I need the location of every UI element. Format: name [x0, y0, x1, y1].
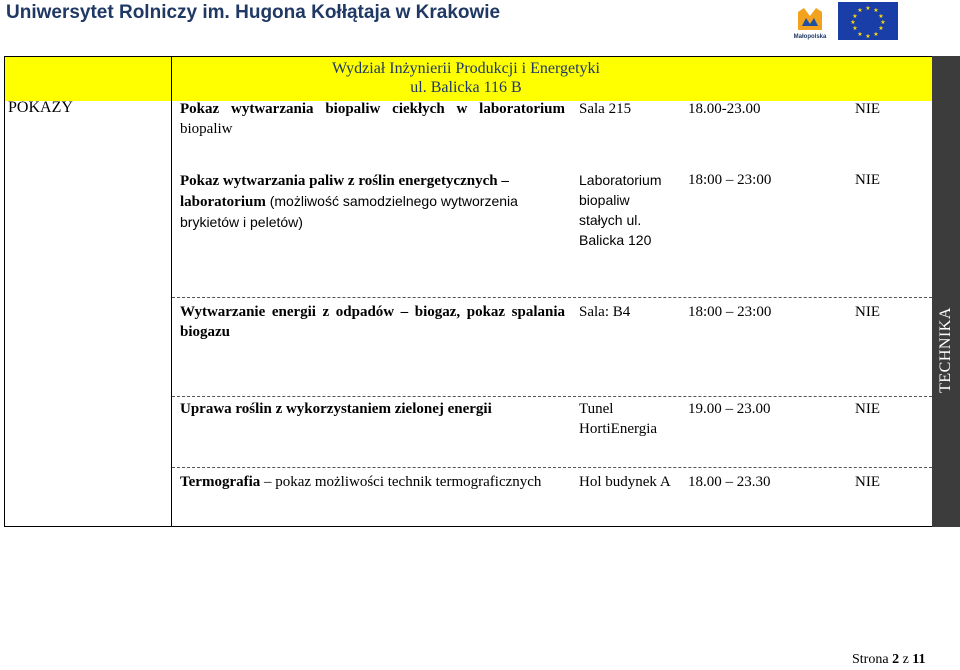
event-title: Pokaz wytwarzania biopaliw ciekłych w laboratorium	[180, 101, 565, 117]
category-column-separator	[171, 56, 172, 527]
row-divider	[172, 396, 932, 397]
table-row-reservation: NIE	[855, 401, 880, 417]
table-border-bottom	[4, 526, 932, 527]
table-row-time: 18:00 – 23:00	[688, 304, 772, 320]
table-row-place: Laboratorium biopaliw stałych ul. Balicka 120	[579, 172, 662, 248]
event-title: Pokaz wytwarzania paliw z roślin energetycznych –	[180, 173, 509, 189]
table-row-event: Wytwarzanie energii z odpadów – biogaz, pokaz spalania biogazu	[180, 304, 565, 340]
table-row-place: Sala 215	[579, 101, 632, 117]
table-row-reservation: NIE	[855, 101, 880, 117]
event-title-continued: laboratorium	[180, 194, 266, 210]
table-row-time: 18.00-23.00	[688, 101, 761, 117]
table-border-left	[4, 56, 5, 527]
row-divider	[172, 467, 932, 468]
department-header	[186, 59, 746, 97]
table-row-reservation: NIE	[855, 304, 880, 320]
footer-page-total: 11	[912, 652, 926, 667]
event-description: – pokaz możliwości technik termograficznych	[264, 474, 542, 490]
svg-text:★: ★	[865, 33, 871, 40]
footer-of: z	[902, 652, 909, 667]
table-border-top	[4, 56, 932, 57]
category-label: POKAZY	[8, 99, 73, 116]
svg-text:★: ★	[857, 7, 863, 14]
side-category-bar	[932, 56, 960, 527]
table-row-event	[180, 170, 565, 232]
svg-text:★: ★	[873, 7, 879, 14]
event-title: Termografia	[180, 474, 261, 490]
malopolska-logo-text: Małopolska	[793, 34, 827, 40]
table-row-event	[180, 472, 565, 492]
table-row-time: 18.00 – 23.30	[688, 474, 771, 490]
table-row-place: Tunel HortiEnergia	[579, 401, 658, 437]
page-footer	[852, 652, 926, 668]
svg-text:★: ★	[878, 13, 884, 20]
table-row-event	[180, 99, 565, 139]
table-row-place: Hol budynek A	[579, 474, 671, 490]
table-row-event: Uprawa roślin z wykorzystaniem zielonej energii	[180, 401, 492, 417]
eu-flag-logo	[838, 2, 898, 40]
svg-text:★: ★	[865, 5, 871, 12]
table-row-time: 18:00 – 23:00	[688, 172, 772, 188]
event-description: (możliwość samodzielnego wytworzenia brykietów i peletów)	[180, 193, 518, 230]
department-address: ul. Balicka 116 B	[410, 79, 522, 96]
footer-prefix: Strona	[852, 652, 889, 667]
svg-text:★: ★	[880, 19, 886, 26]
table-row-time: 19.00 – 23.00	[688, 401, 771, 417]
malopolska-logo	[790, 0, 830, 40]
svg-text:★: ★	[850, 19, 856, 26]
table-row-place: Sala: B4	[579, 304, 631, 320]
table-row-reservation: NIE	[855, 474, 880, 490]
event-description: biopaliw	[180, 121, 233, 137]
row-divider	[172, 297, 932, 298]
footer-page-number: 2	[892, 652, 900, 667]
svg-text:★: ★	[852, 13, 858, 20]
department-name: Wydział Inżynierii Produkcji i Energetyki	[332, 60, 600, 77]
table-row-reservation: NIE	[855, 172, 880, 188]
svg-text:★: ★	[852, 25, 858, 32]
svg-text:★: ★	[878, 25, 884, 32]
svg-text:★: ★	[857, 31, 863, 38]
svg-text:★: ★	[873, 31, 879, 38]
side-category-text: TECHNIKA	[937, 307, 954, 393]
side-category-label	[932, 300, 960, 400]
university-title: Uniwersytet Rolniczy im. Hugona Kołłątaja w Krakowie	[6, 2, 501, 23]
